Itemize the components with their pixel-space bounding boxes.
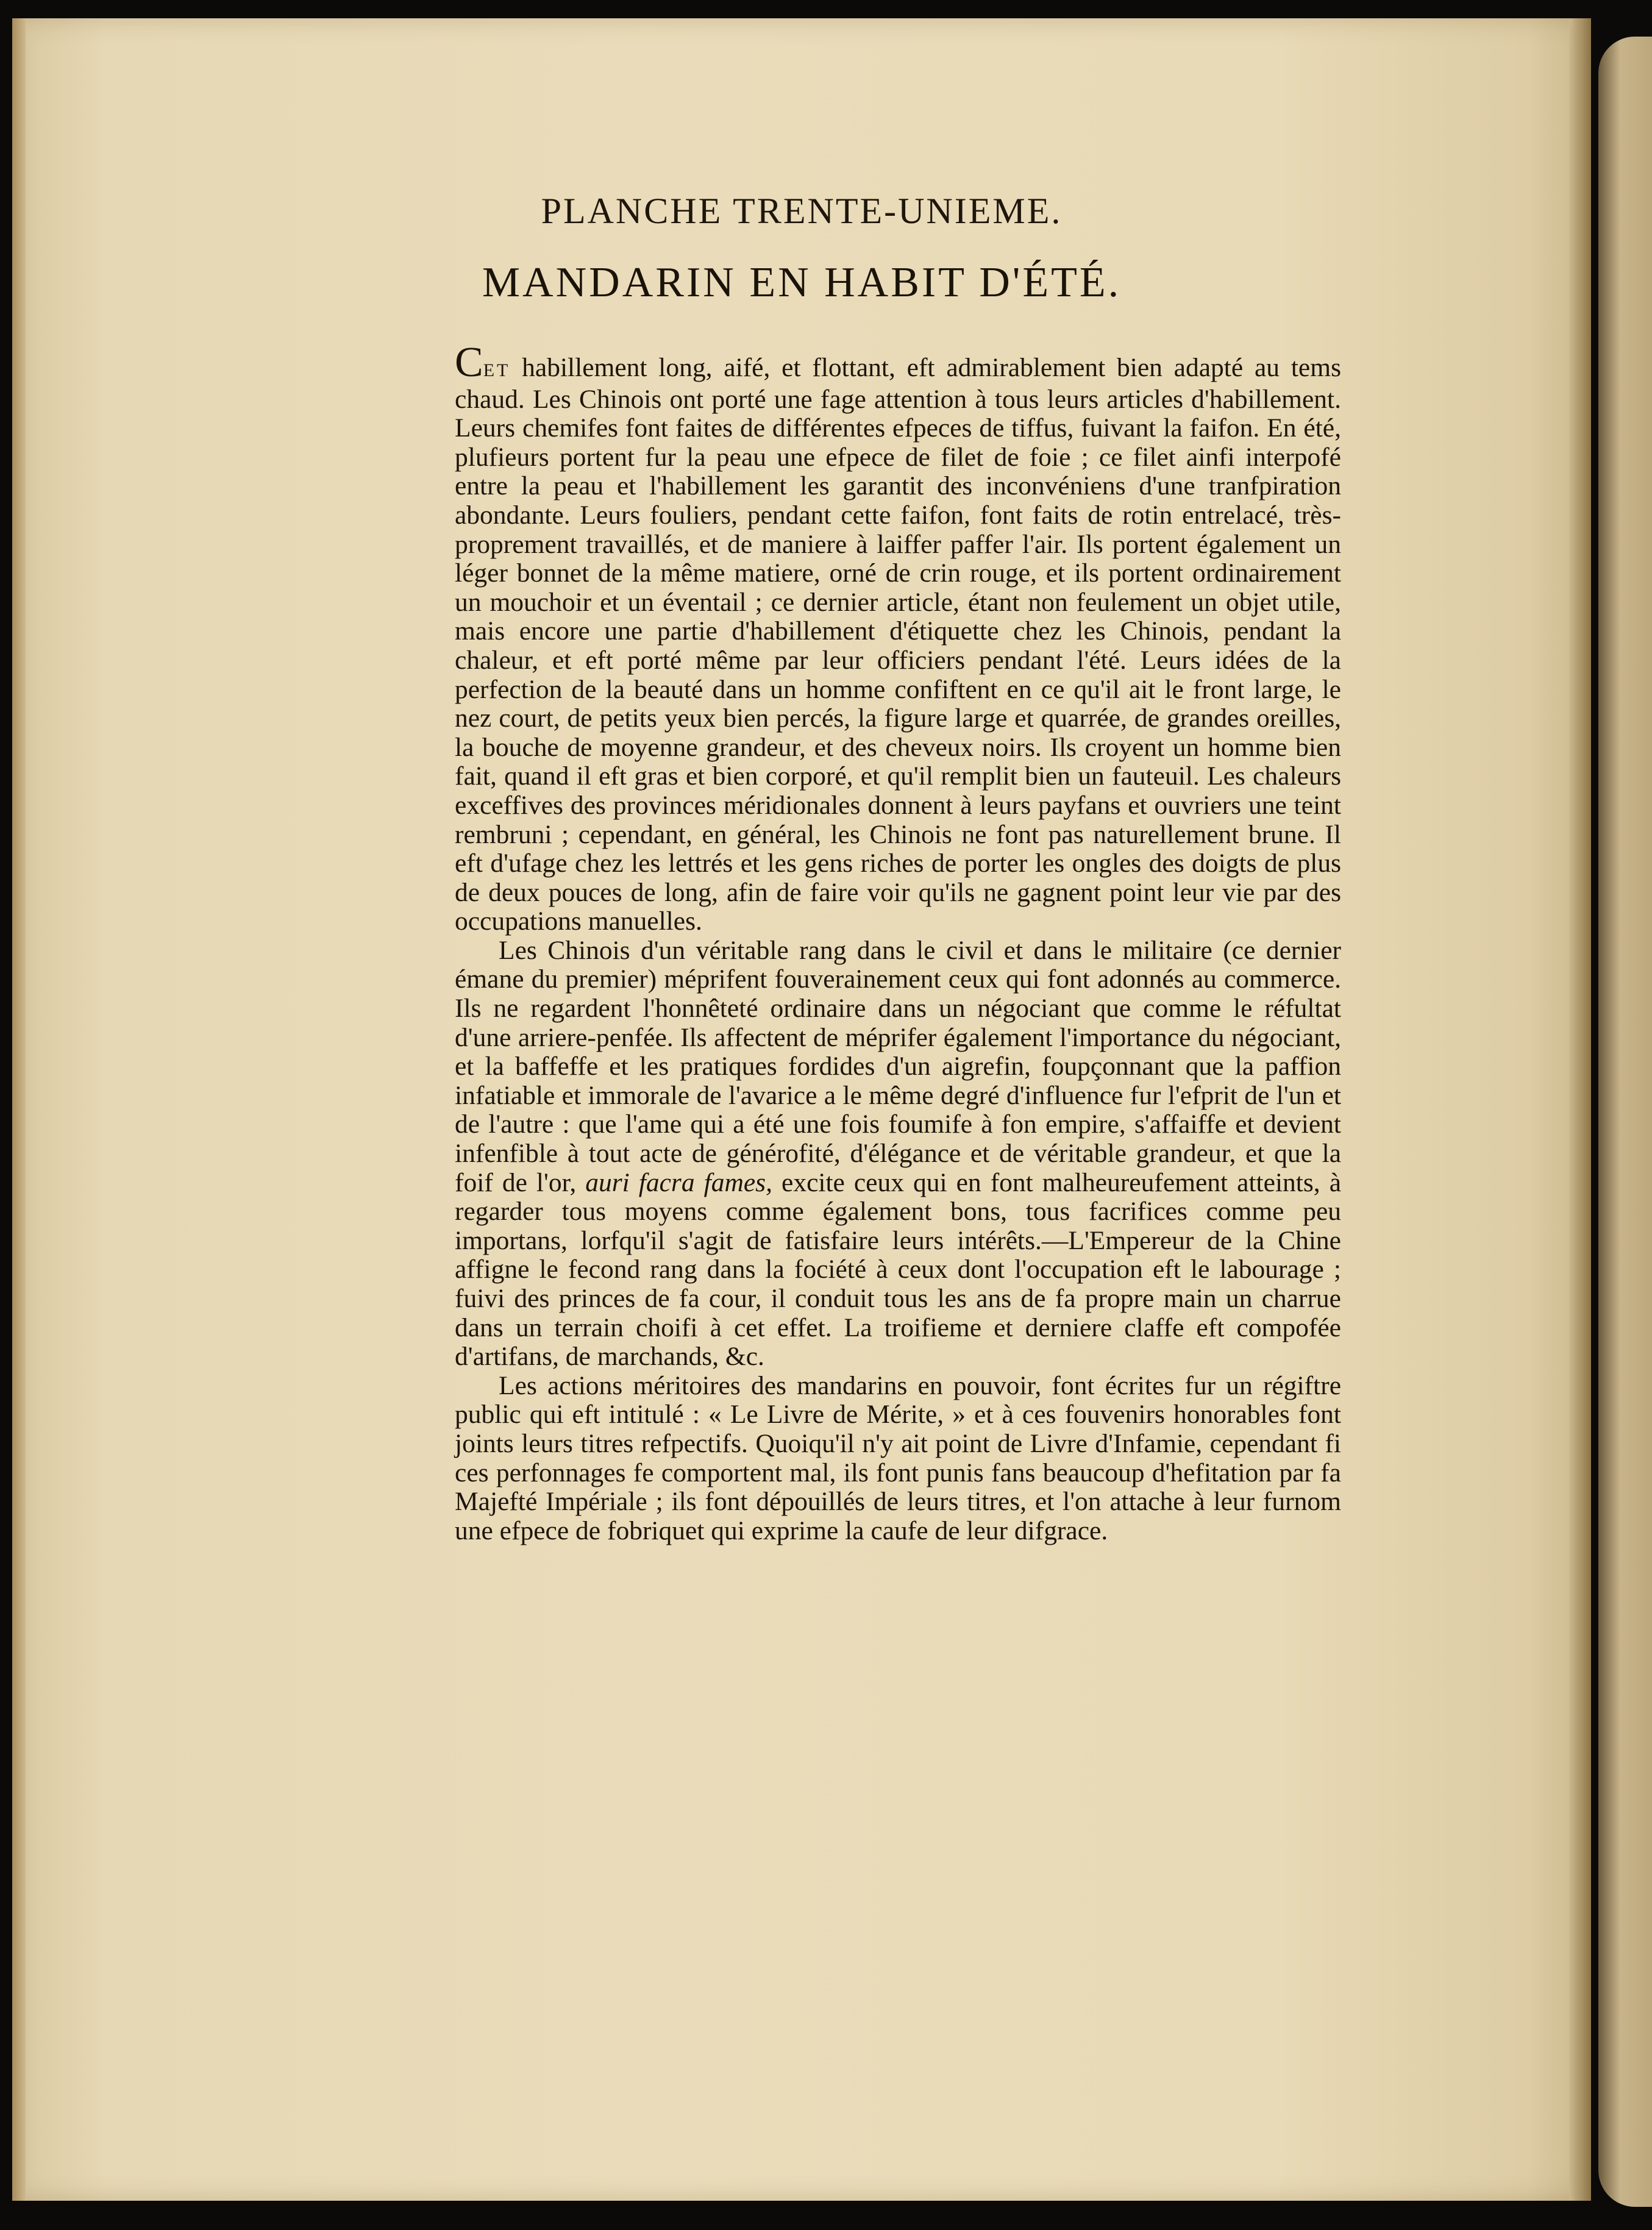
paragraph-1 <box>455 339 1341 936</box>
plate-heading: PLANCHE TRENTE-UNIEME. <box>541 191 1063 231</box>
adjacent-page-edge <box>1598 37 1652 2207</box>
page-right-edge <box>1569 18 1591 2201</box>
small-caps-lead: ET <box>483 360 511 380</box>
paragraph-3-text: Les actions méritoires des mandarins en pouvoir, font écrites fur un régiftre public qui eft intitulé : « Le Livre de Mérite, » et à ces fouvenirs honorables font joints leurs titres refpectifs. Quoiqu'il n'y ait point de Livre d'Infamie, cependant fi ces perfonnages fe comportent mal, ils font punis fans beaucoup d'hefitation par fa Majefté Impériale ; ils font dépouillés de leurs titres, et l'on attache à leur furnom une efpece de fobriquet qui exprime la caufe de leur difgrace. <box>455 1370 1341 1545</box>
paragraph-2-text-after: excite ceux qui en font malheureufement atteints, à regarder tous moyens comme également bons, tous facrifices comme peu importans, lorfqu'il s'agit de fatisfaire leurs intérêts.—L'Empereur de la Chine affigne le fecond rang dans la fociété à ceux dont l'occupation eft le labourage ; fuivi des princes de fa cour, il conduit tous les ans de fa propre main un charrue dans un terrain choifi à cet effet. La troifieme et derniere claffe eft compofée d'artifans, de marchands, &c. <box>455 1167 1342 1372</box>
paragraph-2-text-before: Les Chinois d'un véritable rang dans le civil et dans le militaire (ce dernier émane du premier) méprifent fouverainement ceux qui font adonnés au commerce. Ils ne regardent l'honnêteté ordinaire dans un négociant que comme le réfultat d'une arriere-penfée. Ils affectent de méprifer également l'importance du négociant, et la baffeffe et les pratiques fordides d'un aigrefin, foupçonnant que la paffion infatiable et immorale de l'avarice a le même degré d'influence fur l'efprit de l'un et de l'autre : que l'ame qui a été une fois foumife à fon empire, s'affaiffe et devient infenfible à tout acte de générofité, d'élégance et de véritable grandeur, et que la foif de l'or, <box>455 935 1341 1197</box>
page-left-edge <box>12 18 26 2201</box>
latin-quote: auri facra fames, <box>585 1167 772 1197</box>
paragraph-3 <box>455 1372 1341 1546</box>
body-text <box>455 339 1342 1545</box>
paragraph-1-text: habillement long, aifé, et flottant, eft admirablement bien adapté au tems chaud. Les Chinois ont porté une fage attention à tous leurs articles d'habillement. Leurs chemifes font faites de différentes efpeces de tiffus, fuivant la faifon. En été, plufieurs portent fur la peau une efpece de filet de foie ; ce filet ainfi interpofé entre la peau et l'habillement les garantit des inconvéniens d'une tranfpiration abondante. Leurs fouliers, pendant cette faifon, font faits de rotin entrelacé, très-proprement travaillés, et de maniere à laiffer paffer l'air. Ils portent également un léger bonnet de la même matiere, orné de crin rouge, et ils portent ordinairement un mouchoir et un éventail ; ce dernier article, étant non feulement un objet utile, mais encore une partie d'habillement d'étiquette chez les Chinois, pendant la chaleur, et eft porté même par leur officiers pendant l'été. Leurs idées de la perfection de la beauté dans un homme confiftent en ce qu'il ait le front large, le nez court, de petits yeux bien percés, la figure large et quarrée, de grandes oreilles, la bouche de moyenne grandeur, et des cheveux noirs. Ils croyent un homme bien fait, quand il eft gras et bien corporé, et qu'il remplit bien un fauteuil. Les chaleurs exceffives des provinces méridionales donnent à leurs payfans et ouvriers une teint rembruni ; cependant, en général, les Chinois ne font pas naturellement brune. Il eft d'ufage chez les lettrés et les gens riches de porter les ongles des doigts de plus de deux pouces de long, afin de faire voir qu'ils ne gagnent point leur vie par des occupations manuelles. <box>455 353 1341 936</box>
drop-cap: C <box>455 339 483 386</box>
book-page <box>12 18 1591 2201</box>
paragraph-2 <box>455 936 1341 1372</box>
page-title: MANDARIN EN HABIT D'ÉTÉ. <box>482 259 1122 306</box>
